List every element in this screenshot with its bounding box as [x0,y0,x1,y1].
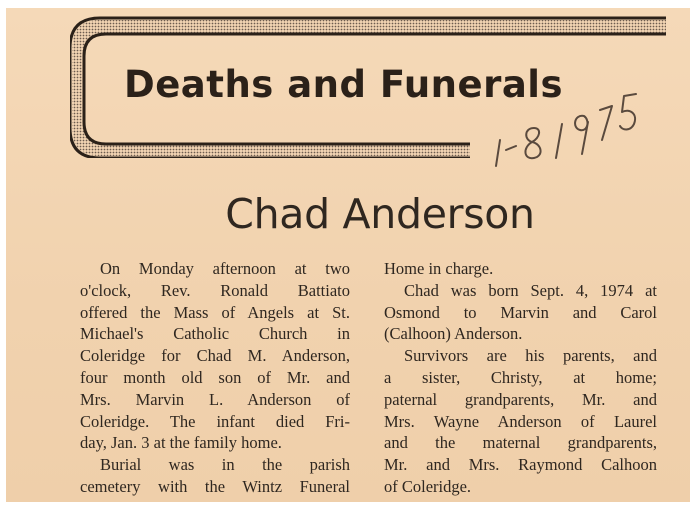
text-line: of Coleridge. [384,476,472,496]
text-line: Burial was in the parish [100,455,350,475]
text-line: Mr. and Mrs. Raymond Calhoon [384,455,657,475]
text-line: Michael's Catholic Church in [80,324,350,344]
text-line: day, Jan. 3 at the family home. [80,433,282,453]
text-line: o'clock, Rev. Ronald Battiato [80,280,350,300]
text-line: Osmond to Marvin and Carol [384,302,657,322]
text-line: paternal grandparents, Mr. and [384,389,657,409]
text-line: offered the Mass of Angels at St. [80,302,350,322]
obituary-headline: Chad Anderson [225,190,535,238]
text-line: cemetery with the Wintz Funeral [80,476,350,496]
text-line: Coleridge. The infant died Fri- [80,411,350,431]
article-left-column [80,258,350,498]
text-line: Chad was born Sept. 4, 1974 at [404,280,657,300]
text-line: Coleridge for Chad M. Anderson, [80,346,350,366]
text-line: On Monday afternoon at two [100,259,350,278]
text-line: Mrs. Wayne Anderson of Laurel [384,411,657,431]
text-line: Home in charge. [384,259,494,278]
text-line: four month old son of Mr. and [80,367,350,387]
text-line: a sister, Christy, at home; [384,367,657,387]
text-line: Survivors are his parents, and [404,346,657,366]
article-right-column [384,258,657,498]
section-title: Deaths and Funerals [124,63,564,106]
text-line: and the maternal grandparents, [384,433,657,453]
text-line: Mrs. Marvin L. Anderson of [80,389,350,409]
text-line: (Calhoon) Anderson. [384,324,523,344]
